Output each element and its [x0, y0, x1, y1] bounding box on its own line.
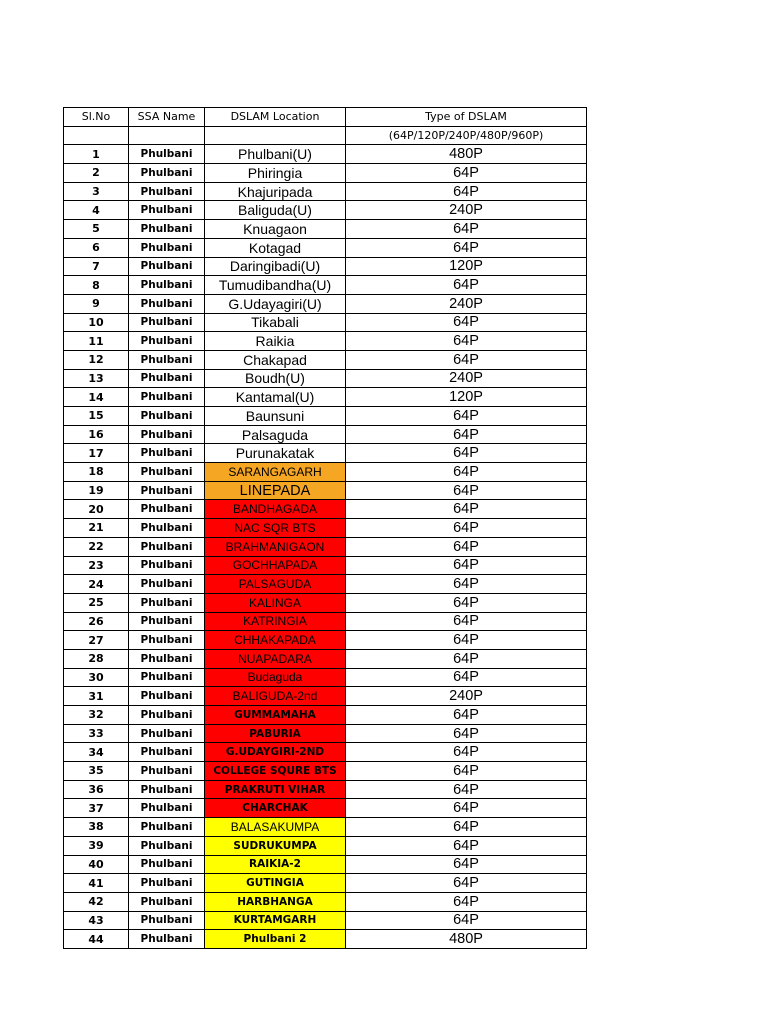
sl-no-cell: 8: [64, 276, 129, 295]
dslam-location-cell: Knuagaon: [205, 220, 346, 239]
header-empty-cell: [205, 126, 346, 145]
ssa-name-cell: Phulbani: [129, 556, 205, 575]
header-empty-cell: [64, 126, 129, 145]
dslam-location-cell: SUDRUKUMPA: [205, 836, 346, 855]
ssa-name-cell: Phulbani: [129, 276, 205, 295]
sl-no-cell: 27: [64, 631, 129, 650]
ssa-name-cell: Phulbani: [129, 612, 205, 631]
ssa-name-cell: Phulbani: [129, 257, 205, 276]
ssa-name-cell: Phulbani: [129, 593, 205, 612]
sl-no-cell: 24: [64, 575, 129, 594]
ssa-name-cell: Phulbani: [129, 836, 205, 855]
dslam-location-cell: Purunakatak: [205, 444, 346, 463]
dslam-location-cell: CHHAKAPADA: [205, 631, 346, 650]
table-row: [64, 762, 587, 781]
sl-no-cell: 12: [64, 350, 129, 369]
sl-no-cell: 4: [64, 201, 129, 220]
dslam-type-cell: 64P: [346, 313, 587, 332]
table-row: [64, 238, 587, 257]
sl-no-cell: 26: [64, 612, 129, 631]
dslam-location-cell: G.UDAYGIRI-2ND: [205, 743, 346, 762]
header-empty-cell: [129, 126, 205, 145]
sl-no-cell: 43: [64, 911, 129, 930]
dslam-type-cell: 64P: [346, 444, 587, 463]
sl-no-cell: 36: [64, 780, 129, 799]
dslam-type-cell: 64P: [346, 164, 587, 183]
dslam-type-cell: 64P: [346, 350, 587, 369]
table-row: [64, 556, 587, 575]
dslam-type-cell: 64P: [346, 537, 587, 556]
sl-no-cell: 33: [64, 724, 129, 743]
dslam-location-cell: Palsaguda: [205, 425, 346, 444]
table-row: [64, 257, 587, 276]
table-body: [64, 108, 587, 949]
table-row: [64, 575, 587, 594]
sl-no-cell: 37: [64, 799, 129, 818]
dslam-location-cell: COLLEGE SQURE BTS: [205, 762, 346, 781]
dslam-type-cell: 64P: [346, 762, 587, 781]
dslam-location-cell: Phulbani(U): [205, 145, 346, 164]
table-row: [64, 836, 587, 855]
ssa-name-cell: Phulbani: [129, 145, 205, 164]
sl-no-cell: 2: [64, 164, 129, 183]
dslam-type-cell: 64P: [346, 556, 587, 575]
table-row: [64, 631, 587, 650]
sl-no-cell: 7: [64, 257, 129, 276]
dslam-type-cell: 64P: [346, 743, 587, 762]
dslam-location-cell: PABURIA: [205, 724, 346, 743]
dslam-location-cell: PRAKRUTI VIHAR: [205, 780, 346, 799]
table-row: [64, 593, 587, 612]
dslam-type-cell: 64P: [346, 500, 587, 519]
ssa-name-cell: Phulbani: [129, 238, 205, 257]
dslam-type-cell: 64P: [346, 182, 587, 201]
ssa-name-cell: Phulbani: [129, 687, 205, 706]
ssa-name-cell: Phulbani: [129, 425, 205, 444]
dslam-type-cell: 64P: [346, 519, 587, 538]
ssa-name-cell: Phulbani: [129, 780, 205, 799]
sl-no-cell: 21: [64, 519, 129, 538]
dslam-location-cell: Phulbani 2: [205, 930, 346, 949]
sl-no-cell: 14: [64, 388, 129, 407]
table-row: [64, 668, 587, 687]
table-row: [64, 892, 587, 911]
ssa-name-cell: Phulbani: [129, 799, 205, 818]
table-row: [64, 463, 587, 482]
sl-no-cell: 19: [64, 481, 129, 500]
ssa-name-cell: Phulbani: [129, 164, 205, 183]
dslam-type-cell: 64P: [346, 892, 587, 911]
header-dslam-location: DSLAM Location: [205, 108, 346, 127]
dslam-type-cell: 64P: [346, 911, 587, 930]
dslam-type-cell: 64P: [346, 631, 587, 650]
table-row: [64, 799, 587, 818]
table-row: [64, 500, 587, 519]
ssa-name-cell: Phulbani: [129, 892, 205, 911]
dslam-type-cell: 64P: [346, 575, 587, 594]
table-row: [64, 649, 587, 668]
table-row: [64, 444, 587, 463]
ssa-name-cell: Phulbani: [129, 724, 205, 743]
dslam-type-cell: 64P: [346, 481, 587, 500]
table-row: [64, 724, 587, 743]
table-row: [64, 537, 587, 556]
sl-no-cell: 6: [64, 238, 129, 257]
ssa-name-cell: Phulbani: [129, 911, 205, 930]
ssa-name-cell: Phulbani: [129, 369, 205, 388]
ssa-name-cell: Phulbani: [129, 388, 205, 407]
dslam-location-cell: PALSAGUDA: [205, 575, 346, 594]
table-row: [64, 276, 587, 295]
dslam-location-cell: BALIGUDA-2nd: [205, 687, 346, 706]
ssa-name-cell: Phulbani: [129, 407, 205, 426]
dslam-type-cell: 64P: [346, 706, 587, 725]
dslam-location-cell: Kotagad: [205, 238, 346, 257]
dslam-type-cell: 64P: [346, 593, 587, 612]
ssa-name-cell: Phulbani: [129, 350, 205, 369]
ssa-name-cell: Phulbani: [129, 463, 205, 482]
dslam-location-cell: KATRINGIA: [205, 612, 346, 631]
ssa-name-cell: Phulbani: [129, 930, 205, 949]
dslam-location-cell: Tumudibandha(U): [205, 276, 346, 295]
dslam-location-cell: Daringibadi(U): [205, 257, 346, 276]
dslam-type-cell: 64P: [346, 855, 587, 874]
ssa-name-cell: Phulbani: [129, 874, 205, 893]
sl-no-cell: 22: [64, 537, 129, 556]
dslam-type-cell: 120P: [346, 257, 587, 276]
dslam-location-cell: Boudh(U): [205, 369, 346, 388]
table-row: [64, 911, 587, 930]
ssa-name-cell: Phulbani: [129, 500, 205, 519]
dslam-location-cell: Khajuripada: [205, 182, 346, 201]
header-sl-no: Sl.No: [64, 108, 129, 127]
ssa-name-cell: Phulbani: [129, 537, 205, 556]
sl-no-cell: 34: [64, 743, 129, 762]
dslam-type-cell: 64P: [346, 780, 587, 799]
ssa-name-cell: Phulbani: [129, 706, 205, 725]
ssa-name-cell: Phulbani: [129, 649, 205, 668]
sl-no-cell: 10: [64, 313, 129, 332]
sl-no-cell: 20: [64, 500, 129, 519]
dslam-location-cell: Baunsuni: [205, 407, 346, 426]
table-row: [64, 294, 587, 313]
sl-no-cell: 32: [64, 706, 129, 725]
dslam-type-cell: 64P: [346, 668, 587, 687]
dslam-location-cell: BRAHMANIGAON: [205, 537, 346, 556]
table-row: [64, 706, 587, 725]
dslam-location-cell: Budaguda: [205, 668, 346, 687]
table-row: [64, 350, 587, 369]
ssa-name-cell: Phulbani: [129, 313, 205, 332]
table-row: [64, 855, 587, 874]
sl-no-cell: 40: [64, 855, 129, 874]
sl-no-cell: 31: [64, 687, 129, 706]
sl-no-cell: 15: [64, 407, 129, 426]
dslam-location-cell: Phiringia: [205, 164, 346, 183]
table-row: [64, 743, 587, 762]
ssa-name-cell: Phulbani: [129, 182, 205, 201]
dslam-location-cell: KALINGA: [205, 593, 346, 612]
dslam-location-cell: GOCHHAPADA: [205, 556, 346, 575]
header-type-of-dslam: Type of DSLAM: [346, 108, 587, 127]
dslam-location-cell: KURTAMGARH: [205, 911, 346, 930]
dslam-type-cell: 120P: [346, 388, 587, 407]
sl-no-cell: 5: [64, 220, 129, 239]
table-row: [64, 425, 587, 444]
header-row: [64, 108, 587, 127]
table-row: [64, 687, 587, 706]
table-row: [64, 874, 587, 893]
ssa-name-cell: Phulbani: [129, 201, 205, 220]
table-row: [64, 220, 587, 239]
ssa-name-cell: Phulbani: [129, 332, 205, 351]
dslam-type-cell: 64P: [346, 463, 587, 482]
ssa-name-cell: Phulbani: [129, 575, 205, 594]
ssa-name-cell: Phulbani: [129, 631, 205, 650]
dslam-type-cell: 64P: [346, 649, 587, 668]
table-row: [64, 145, 587, 164]
sl-no-cell: 25: [64, 593, 129, 612]
dslam-location-cell: BANDHAGADA: [205, 500, 346, 519]
dslam-location-cell: Baliguda(U): [205, 201, 346, 220]
table-row: [64, 182, 587, 201]
dslam-location-cell: LINEPADA: [205, 481, 346, 500]
dslam-location-cell: Kantamal(U): [205, 388, 346, 407]
ssa-name-cell: Phulbani: [129, 220, 205, 239]
table-row: [64, 369, 587, 388]
ssa-name-cell: Phulbani: [129, 668, 205, 687]
table-row: [64, 780, 587, 799]
sl-no-cell: 35: [64, 762, 129, 781]
sl-no-cell: 41: [64, 874, 129, 893]
sl-no-cell: 44: [64, 930, 129, 949]
dslam-type-cell: 240P: [346, 369, 587, 388]
dslam-type-cell: 64P: [346, 836, 587, 855]
table-row: [64, 407, 587, 426]
dslam-location-cell: GUTINGIA: [205, 874, 346, 893]
dslam-type-cell: 64P: [346, 724, 587, 743]
table-row: [64, 930, 587, 949]
ssa-name-cell: Phulbani: [129, 818, 205, 837]
sl-no-cell: 11: [64, 332, 129, 351]
dslam-type-cell: 64P: [346, 238, 587, 257]
dslam-location-cell: NUAPADARA: [205, 649, 346, 668]
sl-no-cell: 1: [64, 145, 129, 164]
dslam-type-cell: 240P: [346, 201, 587, 220]
dslam-location-cell: Tikabali: [205, 313, 346, 332]
dslam-type-cell: 64P: [346, 612, 587, 631]
dslam-type-cell: 64P: [346, 407, 587, 426]
ssa-name-cell: Phulbani: [129, 855, 205, 874]
table-row: [64, 818, 587, 837]
sl-no-cell: 3: [64, 182, 129, 201]
dslam-type-cell: 64P: [346, 425, 587, 444]
table-row: [64, 332, 587, 351]
ssa-name-cell: Phulbani: [129, 294, 205, 313]
header-ssa-name: SSA Name: [129, 108, 205, 127]
dslam-location-cell: BALASAKUMPA: [205, 818, 346, 837]
sl-no-cell: 28: [64, 649, 129, 668]
dslam-location-cell: HARBHANGA: [205, 892, 346, 911]
dslam-type-cell: 64P: [346, 332, 587, 351]
sl-no-cell: 38: [64, 818, 129, 837]
dslam-location-cell: NAC SQR BTS: [205, 519, 346, 538]
table-row: [64, 388, 587, 407]
table-row: [64, 313, 587, 332]
dslam-type-cell: 240P: [346, 294, 587, 313]
dslam-location-cell: SARANGAGARH: [205, 463, 346, 482]
ssa-name-cell: Phulbani: [129, 743, 205, 762]
sl-no-cell: 17: [64, 444, 129, 463]
dslam-type-cell: 480P: [346, 930, 587, 949]
sl-no-cell: 23: [64, 556, 129, 575]
dslam-type-cell: 64P: [346, 799, 587, 818]
sl-no-cell: 39: [64, 836, 129, 855]
sl-no-cell: 16: [64, 425, 129, 444]
header-type-options: (64P/120P/240P/480P/960P): [346, 126, 587, 145]
table-row: [64, 481, 587, 500]
dslam-table: [63, 107, 587, 949]
sl-no-cell: 42: [64, 892, 129, 911]
sl-no-cell: 30: [64, 668, 129, 687]
dslam-type-cell: 64P: [346, 276, 587, 295]
ssa-name-cell: Phulbani: [129, 481, 205, 500]
ssa-name-cell: Phulbani: [129, 762, 205, 781]
header-subrow: [64, 126, 587, 145]
dslam-type-cell: 480P: [346, 145, 587, 164]
table-row: [64, 164, 587, 183]
table-row: [64, 519, 587, 538]
ssa-name-cell: Phulbani: [129, 519, 205, 538]
table-row: [64, 612, 587, 631]
dslam-type-cell: 64P: [346, 818, 587, 837]
dslam-location-cell: Raikia: [205, 332, 346, 351]
dslam-location-cell: RAIKIA-2: [205, 855, 346, 874]
ssa-name-cell: Phulbani: [129, 444, 205, 463]
dslam-location-cell: GUMMAMAHA: [205, 706, 346, 725]
sl-no-cell: 9: [64, 294, 129, 313]
sl-no-cell: 13: [64, 369, 129, 388]
dslam-location-cell: G.Udayagiri(U): [205, 294, 346, 313]
table-row: [64, 201, 587, 220]
dslam-type-cell: 240P: [346, 687, 587, 706]
dslam-location-cell: Chakapad: [205, 350, 346, 369]
sl-no-cell: 18: [64, 463, 129, 482]
dslam-type-cell: 64P: [346, 874, 587, 893]
dslam-location-cell: CHARCHAK: [205, 799, 346, 818]
dslam-type-cell: 64P: [346, 220, 587, 239]
